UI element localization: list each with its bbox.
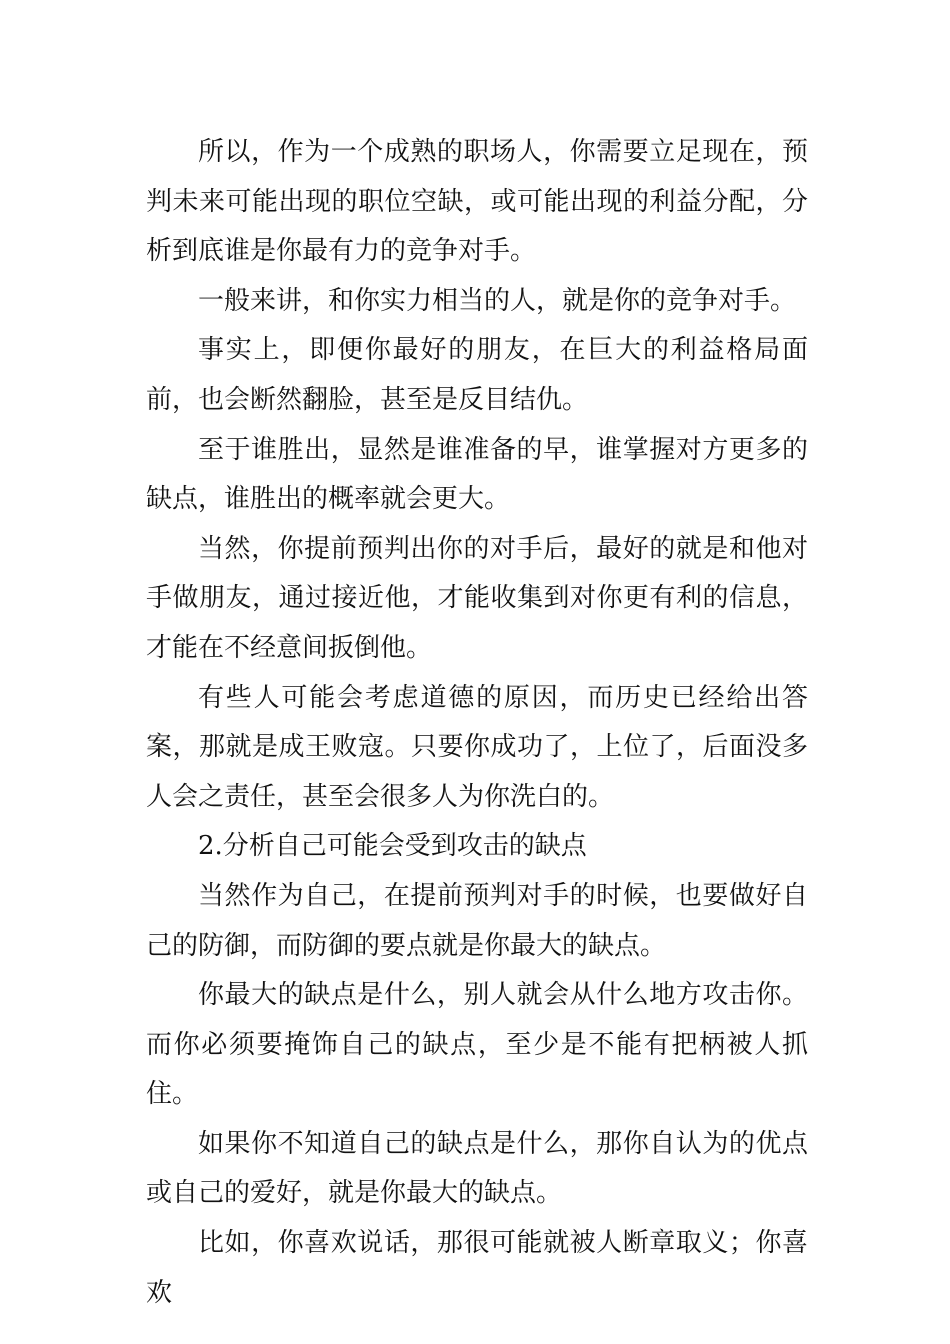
paragraph-competitor-analysis: 所以，作为一个成熟的职场人，你需要立足现在，预判未来可能出现的职位空缺，或可能出现的利益分配，分析到底谁是你最有力的竞争对手。 xyxy=(146,137,808,267)
paragraph-morality: 有些人可能会考虑道德的原因，而历史已经给出答案，那就是成王败寇。只要你成功了，上位了，后面没多人会之责任，甚至会很多人为你洗白的。 xyxy=(146,682,808,812)
paragraph-who-wins: 至于谁胜出，显然是谁准备的早，谁掌握对方更多的缺点，谁胜出的概率就会更大。 xyxy=(146,434,808,515)
paragraph-friend-betrayal: 事实上，即便你最好的朋友，在巨大的利益格局面前，也会断然翻脸，甚至是反目结仇。 xyxy=(146,335,808,415)
document-body xyxy=(146,128,808,1318)
paragraph-unknown-weakness: 如果你不知道自己的缺点是什么，那你自认为的优点或自己的爱好，就是你最大的缺点。 xyxy=(146,1128,808,1209)
paragraph-befriend-rival: 当然，你提前预判出你的对手后，最好的就是和他对手做朋友，通过接近他，才能收集到对你更有利的信息，才能在不经意间扳倒他。 xyxy=(146,533,808,663)
section-heading-weakness: 2.分析自己可能会受到攻击的缺点 xyxy=(198,831,587,862)
paragraph-example: 比如，你喜欢说话，那很可能就被人断章取义；你喜欢 xyxy=(146,1228,808,1308)
paragraph-biggest-weakness: 你最大的缺点是什么，别人就会从什么地方攻击你。而你必须要掩饰自己的缺点，至少是不能有把柄被人抓住。 xyxy=(146,980,808,1110)
paragraph-defense: 当然作为自己，在提前预判对手的时候，也要做好自己的防御，而防御的要点就是你最大的缺点。 xyxy=(146,880,808,961)
paragraph-equal-strength: 一般来讲，和你实力相当的人，就是你的竞争对手。 xyxy=(198,285,797,316)
